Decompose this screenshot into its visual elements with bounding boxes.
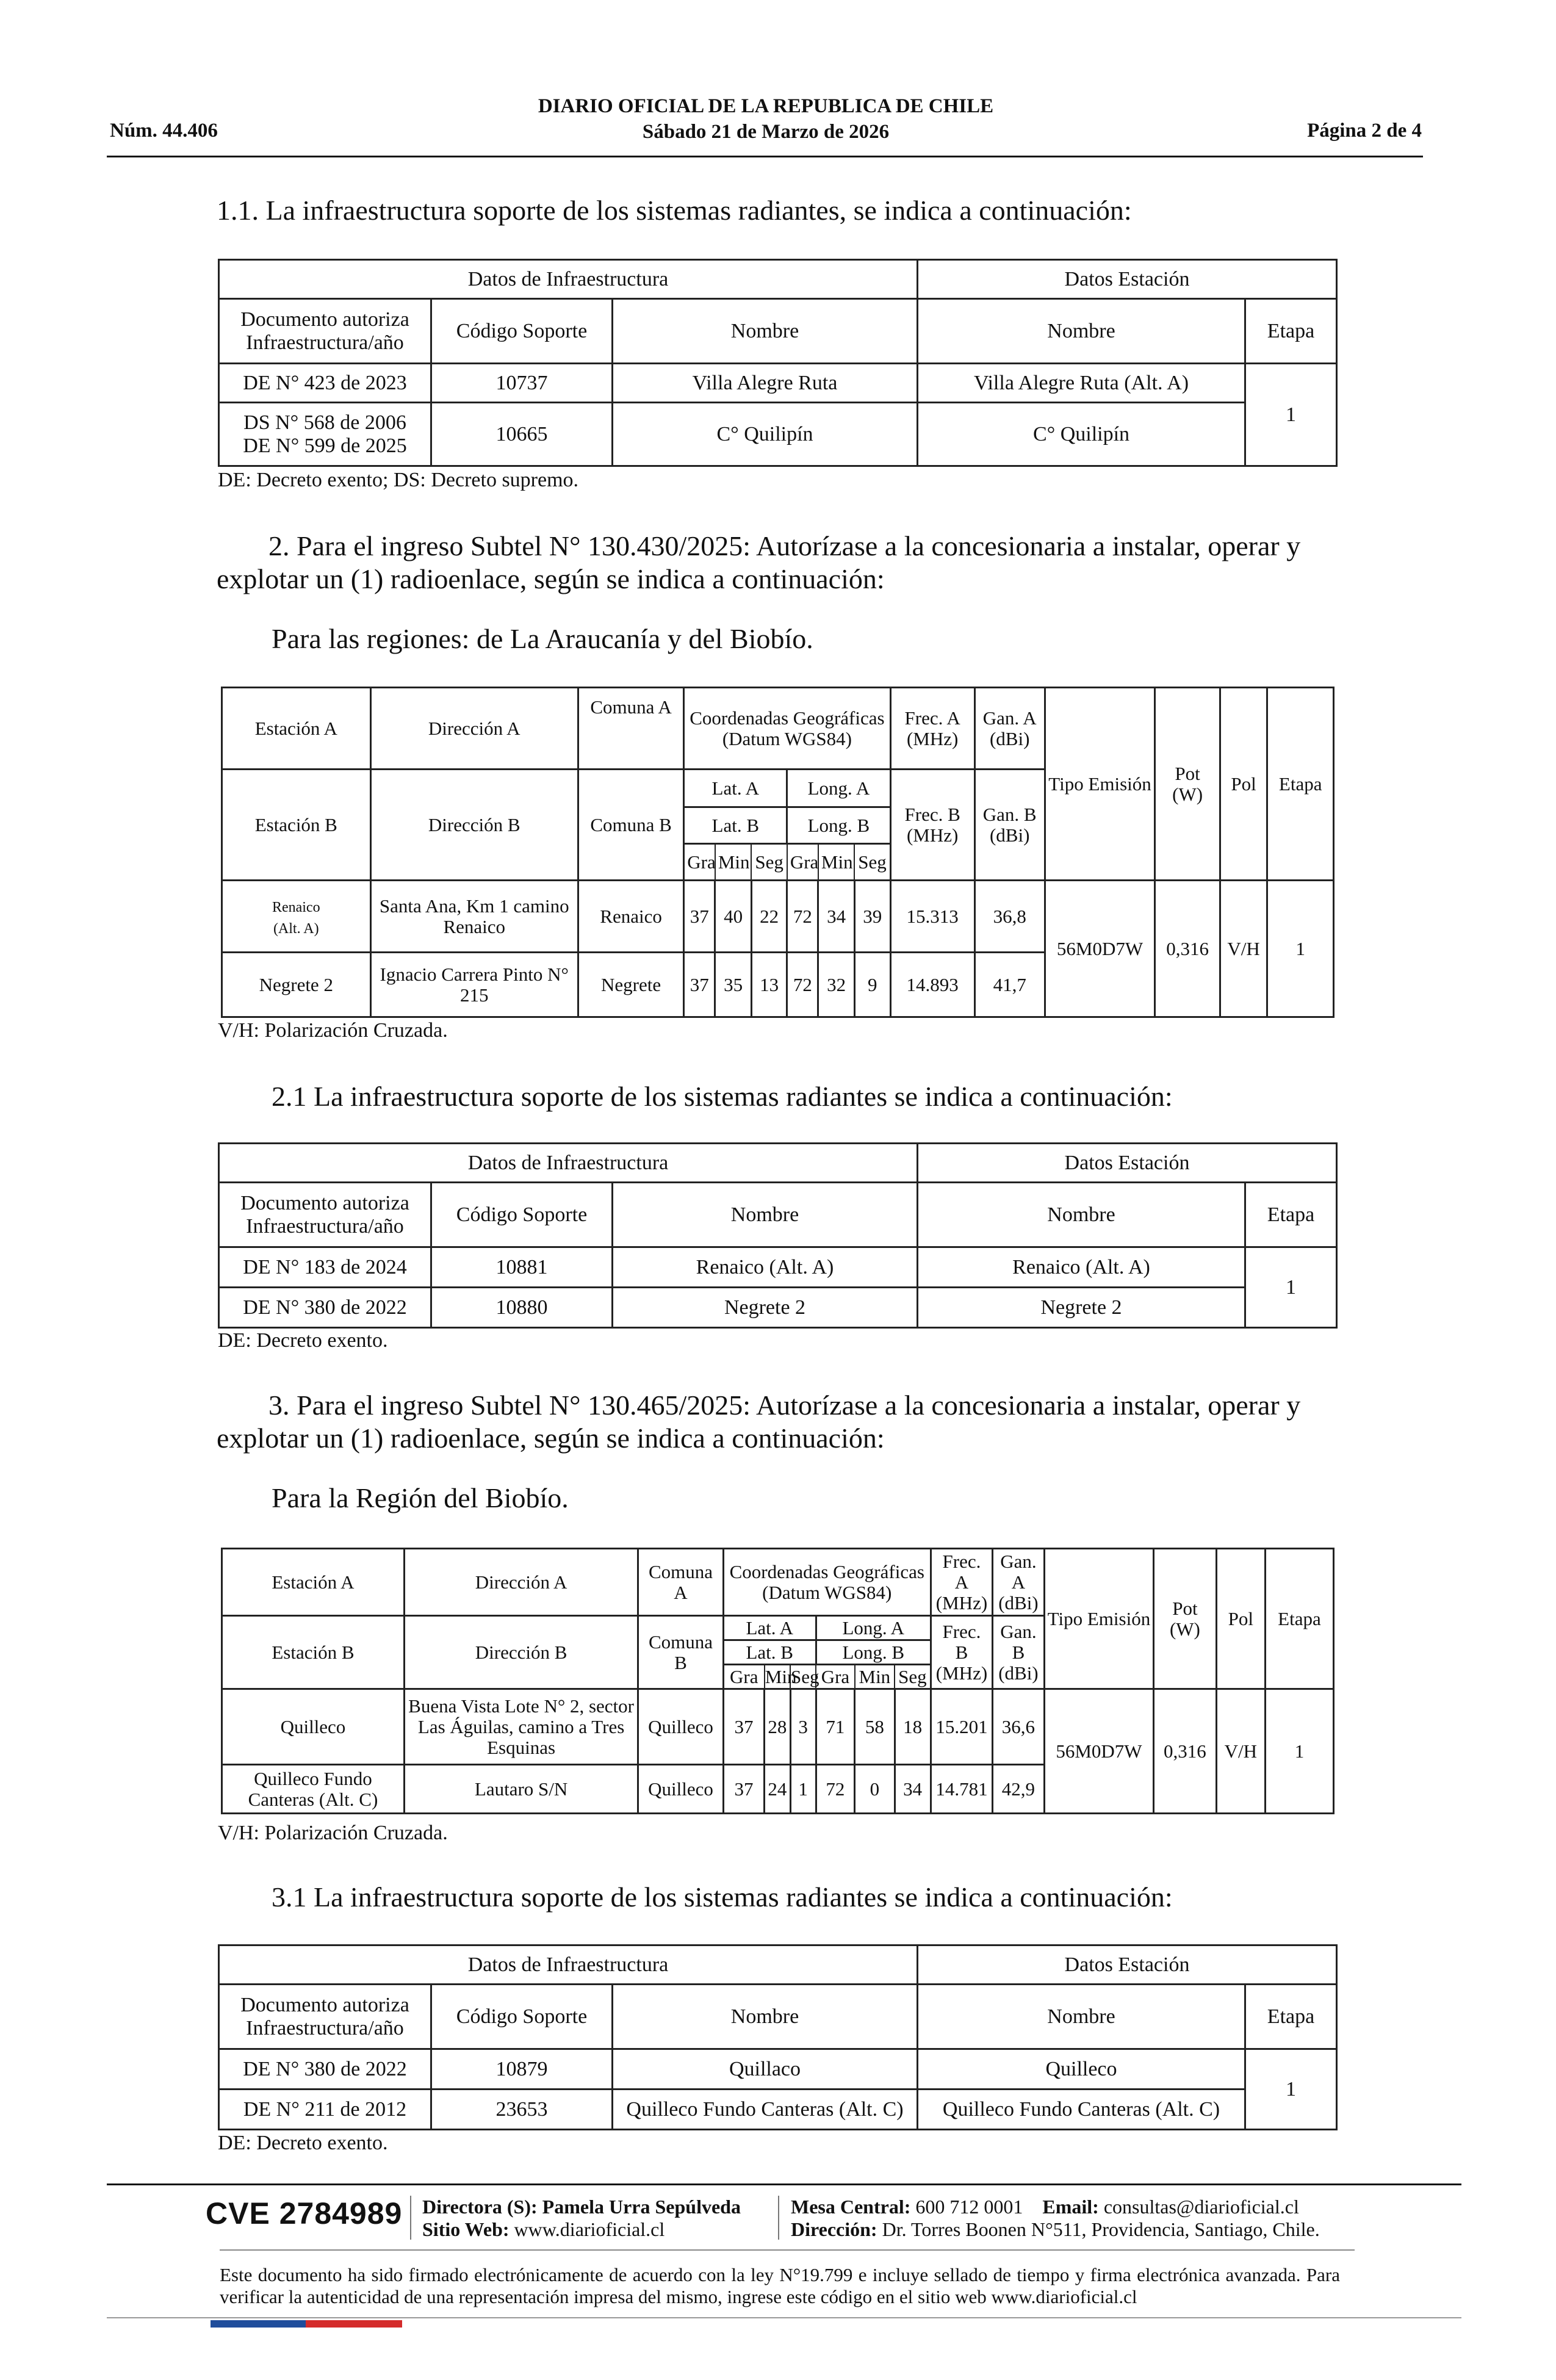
section-2-region: Para las regiones: de La Araucanía y del Biobío. [272,623,813,654]
col-doc-header: Documento autoriza Infraestructura/año [219,299,431,364]
hdr-address-b: Dirección B [404,1616,638,1689]
hdr-coords: Coordenadas Geográficas (Datum WGS84) [684,688,890,770]
cell-lon-deg: 72 [816,1765,854,1814]
cell-lat-sec: 22 [751,881,787,953]
cell-lat-deg: 37 [684,881,715,953]
hdr-long-b: Long. B [816,1640,931,1665]
cell-code: 10880 [431,1288,613,1328]
col-station-name-header: Nombre [918,1183,1245,1247]
footer-separator [410,2196,411,2240]
cell-lat-sec: 13 [751,953,787,1017]
cell-doc: DS N° 568 de 2006 DE N° 599 de 2025 [219,403,431,466]
cell-gain: 36,6 [993,1689,1044,1765]
cell-lat-deg: 37 [723,1689,765,1765]
hdr-address-b: Dirección B [370,770,578,881]
infrastructure-table-3-1 [218,1944,1338,2130]
cell-lon-min: 32 [818,953,855,1017]
hdr-lat-min: Min [765,1665,790,1689]
cell-address: Santa Ana, Km 1 camino Renaico [370,881,578,953]
cell-lat-sec: 1 [790,1765,816,1814]
hdr-freq-a: Frec. A (MHz) [931,1549,992,1616]
cell-gain: 41,7 [974,953,1045,1017]
group-station-header: Datos Estación [918,1945,1337,1985]
footer-divider [107,2183,1461,2185]
hdr-lat-deg: Gra [723,1665,765,1689]
cell-stage: 1 [1265,1689,1333,1814]
cell-lon-deg: 72 [787,881,818,953]
table-row [219,2049,1337,2090]
col-stage-header: Etapa [1245,1183,1337,1247]
hdr-stage: Etapa [1265,1549,1333,1689]
cell-lat-min: 35 [715,953,752,1017]
group-station-header: Datos Estación [918,1144,1337,1183]
cell-lon-deg: 71 [816,1689,854,1765]
cell-comuna: Negrete [578,953,683,1017]
hdr-comuna-a: Comuna A [638,1549,723,1616]
hdr-lat-sec: Seg [790,1665,816,1689]
col-name-header: Nombre [613,1183,918,1247]
hdr-long-a: Long. A [816,1616,931,1640]
cell-power: 0,316 [1154,1689,1216,1814]
radiolink-table-3 [221,1548,1334,1814]
hdr-address-a: Dirección A [370,688,578,770]
cell-lat-deg: 37 [684,953,715,1017]
cell-lon-sec: 18 [895,1689,931,1765]
table-row [222,1689,1334,1765]
hdr-long-b: Long. B [787,807,890,844]
cell-lat-min: 40 [715,881,752,953]
cell-pol: V/H [1216,1689,1265,1814]
cell-station: Quilleco [222,1689,405,1765]
hdr-lat-a: Lat. A [723,1616,816,1640]
hdr-lat-b: Lat. B [723,1640,816,1665]
cell-station-name: Renaico (Alt. A) [918,1247,1245,1288]
hdr-station-b: Estación B [222,770,371,881]
cell-stage: 1 [1245,2049,1337,2130]
col-code-header: Código Soporte [431,299,613,364]
cell-comuna: Renaico [578,881,683,953]
cell-station-name: C° Quilipín [918,403,1245,466]
section-3-1-note: DE: Decreto exento. [218,2132,388,2154]
hdr-power: Pot (W) [1154,1549,1216,1689]
cell-station: Negrete 2 [222,953,371,1017]
table-row [219,2090,1337,2130]
gazette-title: DIARIO OFICIAL DE LA REPUBLICA DE CHILE [538,95,994,117]
section-2-note: V/H: Polarización Cruzada. [218,1019,448,1042]
section-2-para-line1: 2. Para el ingreso Subtel N° 130.430/2025: Autorízase a la concesionaria a instalar, operar y [268,530,1301,561]
cell-address: Lautaro S/N [404,1765,638,1814]
col-stage-header: Etapa [1245,1985,1337,2049]
footer-separator [778,2196,779,2240]
col-code-header: Código Soporte [431,1985,613,2049]
hdr-comuna-a: Comuna A [578,688,683,770]
hdr-coords: Coordenadas Geográficas (Datum WGS84) [723,1549,931,1616]
hdr-lon-sec: Seg [854,844,890,881]
cell-code: 23653 [431,2090,613,2130]
cell-comuna: Quilleco [638,1689,723,1765]
section-2-1-intro: 2.1 La infraestructura soporte de los sistemas radiantes se indica a continuación: [272,1081,1173,1112]
hdr-gain-a: Gan. A (dBi) [993,1549,1044,1616]
table-row [219,364,1337,403]
cell-code: 10879 [431,2049,613,2090]
hdr-lat-a: Lat. A [684,770,787,807]
footer-divider-thin [220,2249,1355,2251]
hdr-lat-sec: Seg [751,844,787,881]
cve-code: CVE 2784989 [206,2196,403,2230]
cell-lat-deg: 37 [723,1765,765,1814]
cell-address: Ignacio Carrera Pinto N° 215 [370,953,578,1017]
group-infra-header: Datos de Infraestructura [219,1945,918,1985]
col-code-header: Código Soporte [431,1183,613,1247]
hdr-emission-type: Tipo Emisión [1045,688,1155,881]
cell-station-name: Quilleco Fundo Canteras (Alt. C) [918,2090,1245,2130]
section-3-para-line2: explotar un (1) radioenlace, según se indica a continuación: [217,1423,885,1454]
cell-lon-min: 34 [818,881,855,953]
group-infra-header: Datos de Infraestructura [219,260,918,299]
cell-lon-deg: 72 [787,953,818,1017]
hdr-station-b: Estación B [222,1616,405,1689]
table-row [222,881,1334,953]
hdr-long-a: Long. A [787,770,890,807]
cell-doc: DE N° 211 de 2012 [219,2090,431,2130]
flag-stripe-blue [211,2320,306,2328]
issue-date: Sábado 21 de Marzo de 2026 [642,121,890,143]
cell-lat-min: 28 [765,1689,790,1765]
cell-station-name: Villa Alegre Ruta (Alt. A) [918,364,1245,403]
hdr-gain-b: Gan. B (dBi) [974,770,1045,881]
section-2-para-line2: explotar un (1) radioenlace, según se indica a continuación: [217,563,885,594]
section-1-1-note: DE: Decreto exento; DS: Decreto supremo. [218,469,579,491]
page-indicator: Página 2 de 4 [1307,120,1422,142]
table-row [219,1247,1337,1288]
cell-stage: 1 [1245,364,1337,466]
cell-freq: 14.781 [931,1765,992,1814]
header-divider [107,156,1423,157]
col-doc-header: Documento autoriza Infraestructura/año [219,1985,431,2049]
section-2-1-note: DE: Decreto exento. [218,1329,388,1352]
cell-station: Quilleco Fundo Canteras (Alt. C) [222,1765,405,1814]
cell-code: 10881 [431,1247,613,1288]
hdr-gain-b: Gan. B (dBi) [993,1616,1044,1689]
hdr-gain-a: Gan. A (dBi) [974,688,1045,770]
hdr-freq-b: Frec. B (MHz) [931,1616,992,1689]
cell-code: 10665 [431,403,613,466]
cell-name: C° Quilipín [613,403,918,466]
cell-name: Quillaco [613,2049,918,2090]
hdr-stage: Etapa [1267,688,1334,881]
cell-lat-min: 24 [765,1765,790,1814]
radiolink-table-2 [221,687,1334,1018]
cell-name: Quilleco Fundo Canteras (Alt. C) [613,2090,918,2130]
cell-doc: DE N° 380 de 2022 [219,1288,431,1328]
footer-bottom-line [107,2317,1461,2318]
section-3-1-intro: 3.1 La infraestructura soporte de los sistemas radiantes se indica a continuación: [272,1881,1173,1913]
hdr-comuna-b: Comuna B [638,1616,723,1689]
col-name-header: Nombre [613,1985,918,2049]
cell-station-name: Negrete 2 [918,1288,1245,1328]
infrastructure-table-2-1 [218,1142,1338,1329]
cell-name: Villa Alegre Ruta [613,364,918,403]
cell-lon-sec: 34 [895,1765,931,1814]
hdr-lon-min: Min [818,844,855,881]
infrastructure-table-1-1 [218,259,1338,467]
hdr-power: Pot (W) [1155,688,1220,881]
cell-pol: V/H [1220,881,1267,1017]
cell-freq: 15.201 [931,1689,992,1765]
table-row [219,1288,1337,1328]
hdr-lon-sec: Seg [895,1665,931,1689]
cell-doc: DE N° 423 de 2023 [219,364,431,403]
hdr-pol: Pol [1220,688,1267,881]
cell-emission: 56M0D7W [1044,1689,1154,1814]
hdr-address-a: Dirección A [404,1549,638,1616]
hdr-lat-b: Lat. B [684,807,787,844]
cell-gain: 36,8 [974,881,1045,953]
group-infra-header: Datos de Infraestructura [219,1144,918,1183]
hdr-station-a: Estación A [222,1549,405,1616]
hdr-lon-deg: Gra [816,1665,854,1689]
cell-station: Renaico (Alt. A) [222,881,371,953]
legal-notice: Este documento ha sido firmado electrónicamente de acuerdo con la ley N°19.799 e incluye sellado de tiempo y firma electrónica avanzada. Para verificar la autenticidad de una representación impresa del mismo, ingrese este código en el sitio web www.diarioficial.cl [220,2264,1340,2307]
cell-name: Renaico (Alt. A) [613,1247,918,1288]
cell-lat-sec: 3 [790,1689,816,1765]
col-doc-header: Documento autoriza Infraestructura/año [219,1183,431,1247]
hdr-station-a: Estación A [222,688,371,770]
cell-lon-min: 0 [855,1765,895,1814]
hdr-pol: Pol [1216,1549,1265,1689]
cell-comuna: Quilleco [638,1765,723,1814]
hdr-lat-deg: Gra [684,844,715,881]
col-name-header: Nombre [613,299,918,364]
cell-freq: 15.313 [890,881,974,953]
cell-lon-sec: 39 [854,881,890,953]
email-link[interactable]: consultas@diarioficial.cl [1103,2196,1299,2218]
cell-gain: 42,9 [993,1765,1044,1814]
group-station-header: Datos Estación [918,260,1337,299]
cell-station-name: Quilleco [918,2049,1245,2090]
col-station-name-header: Nombre [918,1985,1245,2049]
cell-doc: DE N° 183 de 2024 [219,1247,431,1288]
table-row [219,403,1337,466]
flag-stripe-red [306,2320,402,2328]
section-3-note: V/H: Polarización Cruzada. [218,1822,448,1844]
cell-address: Buena Vista Lote N° 2, sector Las Águilas, camino a Tres Esquinas [404,1689,638,1765]
hdr-lon-min: Min [855,1665,895,1689]
cell-stage: 1 [1245,1247,1337,1328]
cell-power: 0,316 [1155,881,1220,1017]
hdr-lon-deg: Gra [787,844,818,881]
col-station-name-header: Nombre [918,299,1245,364]
cell-lon-sec: 9 [854,953,890,1017]
hdr-freq-b: Frec. B (MHz) [890,770,974,881]
cell-lon-min: 58 [855,1689,895,1765]
cell-freq: 14.893 [890,953,974,1017]
section-3-region: Para la Región del Biobío. [272,1482,569,1513]
hdr-comuna-b: Comuna B [578,770,683,881]
section-3-para-line1: 3. Para el ingreso Subtel N° 130.465/2025: Autorízase a la concesionaria a instalar, operar y [268,1390,1301,1421]
cell-code: 10737 [431,364,613,403]
footer-director: Directora (S): Pamela Urra Sepúlveda Sitio Web: www.diarioficial.cl [422,2196,741,2240]
website-link[interactable]: www.diarioficial.cl [514,2218,665,2240]
issue-number: Núm. 44.406 [110,120,218,142]
hdr-freq-a: Frec. A (MHz) [890,688,974,770]
hdr-lat-min: Min [715,844,752,881]
cell-emission: 56M0D7W [1045,881,1155,1017]
cell-doc: DE N° 380 de 2022 [219,2049,431,2090]
col-stage-header: Etapa [1245,299,1337,364]
cell-stage: 1 [1267,881,1334,1017]
section-1-1-intro: 1.1. La infraestructura soporte de los sistemas radiantes, se indica a continuación: [217,195,1132,226]
footer-contact: Mesa Central: 600 712 0001 Email: consultas@diarioficial.cl Dirección: Dr. Torres Boonen N°511, Providencia, Santiago, Chile. [791,2196,1320,2240]
hdr-emission-type: Tipo Emisión [1044,1549,1154,1689]
cell-name: Negrete 2 [613,1288,918,1328]
